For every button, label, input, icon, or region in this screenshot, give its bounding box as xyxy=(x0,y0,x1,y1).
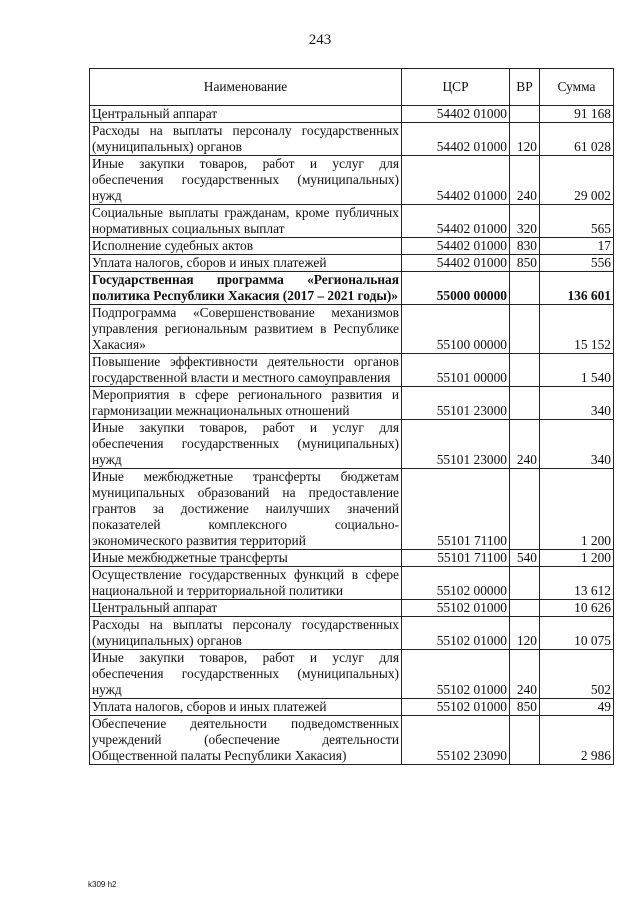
cell-csr: 55000 00000 xyxy=(402,272,510,305)
cell-sum: 1 200 xyxy=(540,469,614,550)
cell-vr: 850 xyxy=(510,699,540,716)
cell-vr xyxy=(510,600,540,617)
cell-vr: 850 xyxy=(510,255,540,272)
cell-sum: 1 540 xyxy=(540,354,614,387)
cell-csr: 54402 01000 xyxy=(402,156,510,205)
cell-sum: 15 152 xyxy=(540,305,614,354)
cell-vr xyxy=(510,305,540,354)
cell-csr: 55102 01000 xyxy=(402,617,510,650)
column-header-sum: Сумма xyxy=(540,69,614,106)
cell-sum: 29 002 xyxy=(540,156,614,205)
cell-csr: 55102 01000 xyxy=(402,600,510,617)
cell-name: Исполнение судебных актов xyxy=(90,238,402,255)
table-row xyxy=(90,469,614,550)
cell-name: Повышение эффективности деятельности органов государственной власти и местного самоуправления xyxy=(90,354,402,387)
cell-csr: 55101 23000 xyxy=(402,387,510,420)
table-row xyxy=(90,650,614,699)
table-header-row xyxy=(90,69,614,106)
page-number: 243 xyxy=(308,32,332,48)
cell-name: Расходы на выплаты персоналу государственных (муниципальных) органов xyxy=(90,617,402,650)
table-row xyxy=(90,387,614,420)
cell-vr xyxy=(510,272,540,305)
budget-table xyxy=(89,68,614,765)
cell-sum: 13 612 xyxy=(540,567,614,600)
cell-vr xyxy=(510,106,540,123)
cell-vr xyxy=(510,387,540,420)
cell-vr xyxy=(510,469,540,550)
table-row xyxy=(90,205,614,238)
cell-csr: 54402 01000 xyxy=(402,205,510,238)
table-row xyxy=(90,106,614,123)
table-row xyxy=(90,238,614,255)
cell-csr: 55102 00000 xyxy=(402,567,510,600)
cell-name: Центральный аппарат xyxy=(90,106,402,123)
table-row xyxy=(90,716,614,765)
cell-csr: 55100 00000 xyxy=(402,305,510,354)
cell-name: Иные межбюджетные трансферты xyxy=(90,550,402,567)
cell-csr: 55101 00000 xyxy=(402,354,510,387)
table-row xyxy=(90,305,614,354)
cell-sum: 2 986 xyxy=(540,716,614,765)
cell-vr: 120 xyxy=(510,617,540,650)
cell-sum: 502 xyxy=(540,650,614,699)
cell-name: Обеспечение деятельности подведомственных учреждений (обеспечение деятельности Общественной палаты Республики Хакасия) xyxy=(90,716,402,765)
table-row xyxy=(90,255,614,272)
cell-sum: 136 601 xyxy=(540,272,614,305)
cell-sum: 10 075 xyxy=(540,617,614,650)
cell-name: Иные закупки товаров, работ и услуг для обеспечения государственных (муниципальных) нужд xyxy=(90,420,402,469)
cell-sum: 10 626 xyxy=(540,600,614,617)
cell-csr: 55102 23090 xyxy=(402,716,510,765)
cell-vr: 240 xyxy=(510,650,540,699)
cell-csr: 55102 01000 xyxy=(402,650,510,699)
cell-vr: 240 xyxy=(510,156,540,205)
cell-sum: 49 xyxy=(540,699,614,716)
cell-name: Центральный аппарат xyxy=(90,600,402,617)
cell-name: Осуществление государственных функций в сфере национальной и территориальной политики xyxy=(90,567,402,600)
cell-vr xyxy=(510,567,540,600)
cell-vr: 830 xyxy=(510,238,540,255)
cell-name: Социальные выплаты гражданам, кроме публичных нормативных социальных выплат xyxy=(90,205,402,238)
cell-sum: 340 xyxy=(540,420,614,469)
cell-csr: 54402 01000 xyxy=(402,255,510,272)
cell-vr xyxy=(510,354,540,387)
table-row xyxy=(90,550,614,567)
cell-name: Мероприятия в сфере регионального развития и гармонизации межнациональных отношений xyxy=(90,387,402,420)
column-header-csr: ЦСР xyxy=(402,69,510,106)
cell-csr: 54402 01000 xyxy=(402,106,510,123)
cell-vr: 240 xyxy=(510,420,540,469)
cell-sum: 340 xyxy=(540,387,614,420)
table-row xyxy=(90,699,614,716)
cell-sum: 61 028 xyxy=(540,123,614,156)
cell-sum: 1 200 xyxy=(540,550,614,567)
table-row xyxy=(90,600,614,617)
cell-csr: 54402 01000 xyxy=(402,238,510,255)
table-row xyxy=(90,123,614,156)
cell-name: Иные межбюджетные трансферты бюджетам муниципальных образований на предоставление грантов за достижение наилучших значений показателей комплексного социально-экономического развития территорий xyxy=(90,469,402,550)
footer-code: k309 h2 xyxy=(88,880,117,889)
cell-name: Подпрограмма «Совершенствование механизмов управления региональным развитием в Республике Хакасия» xyxy=(90,305,402,354)
cell-vr: 120 xyxy=(510,123,540,156)
table-row xyxy=(90,354,614,387)
cell-vr: 320 xyxy=(510,205,540,238)
cell-vr: 540 xyxy=(510,550,540,567)
cell-csr: 54402 01000 xyxy=(402,123,510,156)
cell-name: Иные закупки товаров, работ и услуг для обеспечения государственных (муниципальных) нужд xyxy=(90,156,402,205)
cell-csr: 55101 71100 xyxy=(402,550,510,567)
table-row xyxy=(90,567,614,600)
cell-name: Уплата налогов, сборов и иных платежей xyxy=(90,255,402,272)
cell-name: Иные закупки товаров, работ и услуг для обеспечения государственных (муниципальных) нужд xyxy=(90,650,402,699)
cell-csr: 55101 71100 xyxy=(402,469,510,550)
column-header-name: Наименование xyxy=(90,69,402,106)
table-row xyxy=(90,617,614,650)
cell-name: Расходы на выплаты персоналу государственных (муниципальных) органов xyxy=(90,123,402,156)
table-row xyxy=(90,156,614,205)
table-row xyxy=(90,420,614,469)
column-header-vr: ВР xyxy=(510,69,540,106)
cell-csr: 55101 23000 xyxy=(402,420,510,469)
cell-vr xyxy=(510,716,540,765)
table-row xyxy=(90,272,614,305)
cell-sum: 91 168 xyxy=(540,106,614,123)
cell-sum: 556 xyxy=(540,255,614,272)
cell-sum: 17 xyxy=(540,238,614,255)
cell-csr: 55102 01000 xyxy=(402,699,510,716)
cell-name: Уплата налогов, сборов и иных платежей xyxy=(90,699,402,716)
cell-name: Государственная программа «Региональная политика Республики Хакасия (2017 – 2021 годы)» xyxy=(90,272,402,305)
cell-sum: 565 xyxy=(540,205,614,238)
